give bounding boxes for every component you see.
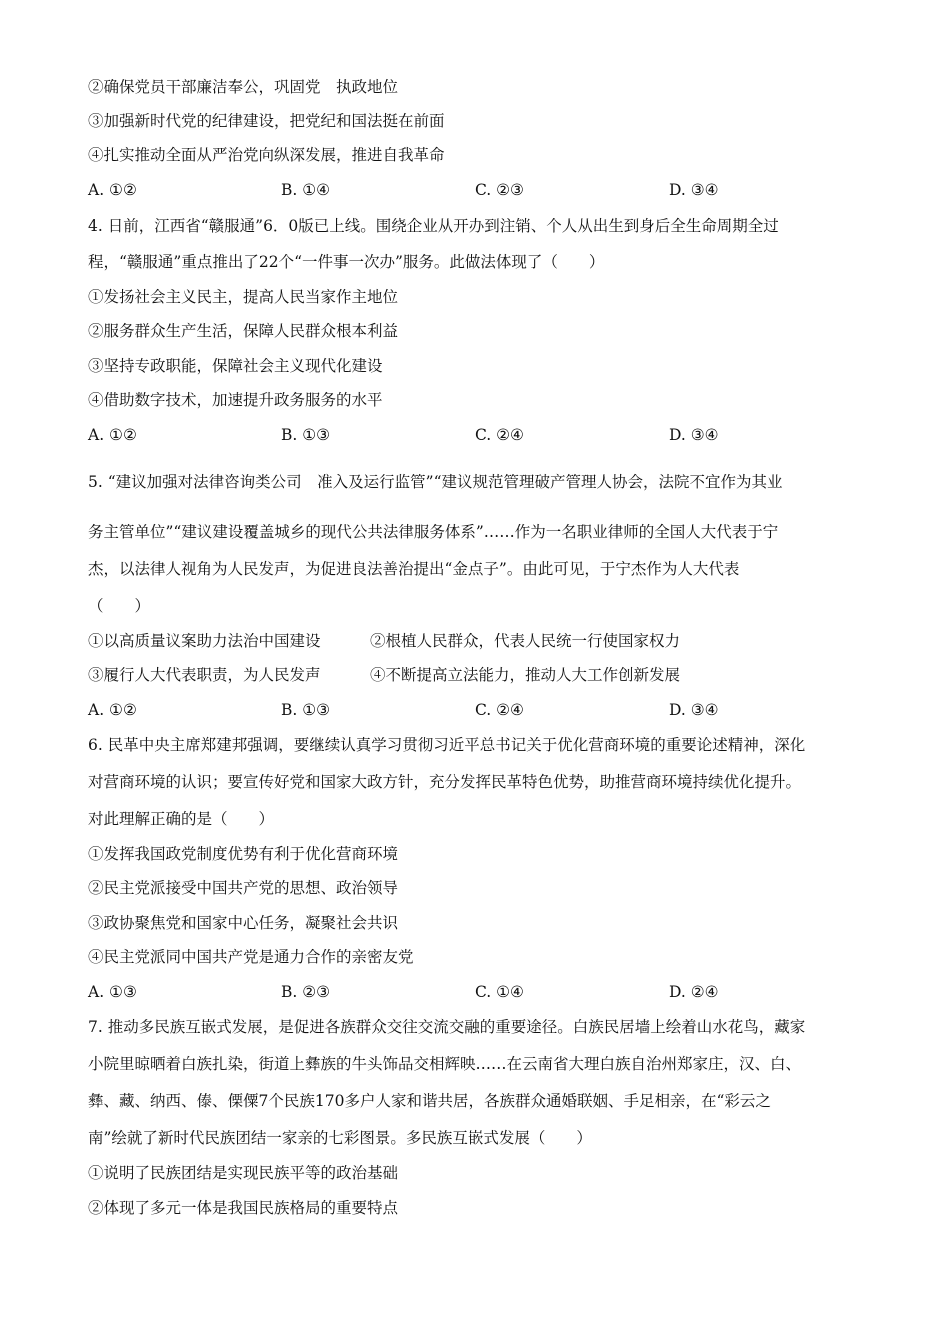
- q5-option-c: C. ②④: [475, 701, 524, 719]
- q6-option-a: A. ①③: [88, 983, 137, 1001]
- q4-option-c: C. ②④: [475, 426, 524, 444]
- q4-option-d: D. ③④: [669, 426, 719, 444]
- q7-stem-line-2: 小院里晾晒着白族扎染，街道上彝族的牛头饰品交相辉映……在云南省大理白族自治州郑家庄，汉、白、: [88, 1055, 802, 1073]
- q5-option-a: A. ①②: [88, 701, 137, 719]
- q3-options: [88, 180, 848, 200]
- q6-stem-line-1: 6. 民革中央主席郑建邦强调，要继续认真学习贯彻习近平总书记关于优化营商环境的重要论述精神，深化: [88, 736, 806, 754]
- q6-stem-line-2: 对营商环境的认识；要宣传好党和国家大政方针，充分发挥民革特色优势，助推营商环境持续优化提升。: [88, 773, 802, 791]
- q3-option-b: B. ①④: [281, 181, 331, 199]
- q6-item-2: ②民主党派接受中国共产党的思想、政治领导: [88, 879, 399, 897]
- q6-option-d: D. ②④: [669, 983, 719, 1001]
- q5-stem-line-3: 杰，以法律人视角为人民发声，为促进良法善治提出“金点子”。由此可见，于宁杰作为人大代表: [88, 560, 740, 578]
- q5-stem-line-1: 5. “建议加强对法律咨询类公司 准入及运行监管”“建议规范管理破产管理人协会，法院不宜作为其业: [88, 473, 783, 491]
- q4-options: [88, 425, 848, 445]
- q5-stem-line-2: 务主管单位”“建议建设覆盖城乡的现代公共法律服务体系”……作为一名职业律师的全国人大代表于宁: [88, 523, 779, 541]
- q7-item-1: ①说明了民族团结是实现民族平等的政治基础: [88, 1164, 399, 1182]
- q7-stem-line-3: 彝、藏、纳西、傣、傈僳7个民族170多户人家和谐共居，各族群众通婚联姻、手足相亲，在“彩云之: [88, 1092, 771, 1110]
- q3-item-2: ②确保党员干部廉洁奉公，巩固党 执政地位: [88, 78, 399, 96]
- q7-stem-line-1: 7. 推动多民族互嵌式发展，是促进各族群众交往交流交融的重要途径。白族民居墙上绘着山水花鸟，藏家: [88, 1018, 806, 1036]
- q3-item-3: ③加强新时代党的纪律建设，把党纪和国法挺在前面: [88, 112, 445, 130]
- q6-item-1: ①发挥我国政党制度优势有利于优化营商环境: [88, 845, 399, 863]
- q6-item-3: ③政协聚焦党和国家中心任务，凝聚社会共识: [88, 914, 399, 932]
- q5-item-3: ③履行人大代表职责，为人民发声: [88, 666, 321, 684]
- q4-stem-line-1: 4. 日前，江西省“赣服通”6．0版已上线。围绕企业从开办到注销、个人从出生到身后全生命周期全过: [88, 217, 779, 235]
- q5-option-b: B. ①③: [281, 701, 331, 719]
- q6-options: [88, 982, 848, 1002]
- q3-option-c: C. ②③: [475, 181, 524, 199]
- q3-option-a: A. ①②: [88, 181, 137, 199]
- q5-item-2: ②根植人民群众，代表人民统一行使国家权力: [370, 632, 681, 650]
- q6-item-4: ④民主党派同中国共产党是通力合作的亲密友党: [88, 948, 414, 966]
- q3-item-4: ④扎实推动全面从严治党向纵深发展，推进自我革命: [88, 146, 445, 164]
- q6-option-b: B. ②③: [281, 983, 331, 1001]
- q7-item-2: ②体现了多元一体是我国民族格局的重要特点: [88, 1199, 399, 1217]
- q3-option-d: D. ③④: [669, 181, 719, 199]
- q7-stem-line-4: 南”绘就了新时代民族团结一家亲的七彩图景。多民族互嵌式发展（ ）: [88, 1129, 592, 1147]
- q5-stem-line-4: （ ）: [88, 597, 151, 615]
- q5-options: [88, 700, 848, 720]
- q4-item-1: ①发扬社会主义民主，提高人民当家作主地位: [88, 288, 399, 306]
- q5-item-4: ④不断提高立法能力，推动人大工作创新发展: [370, 666, 681, 684]
- q4-option-b: B. ①③: [281, 426, 331, 444]
- q4-item-4: ④借助数字技术，加速提升政务服务的水平: [88, 391, 383, 409]
- q4-item-3: ③坚持专政职能，保障社会主义现代化建设: [88, 357, 383, 375]
- q4-item-2: ②服务群众生产生活，保障人民群众根本利益: [88, 322, 399, 340]
- q5-option-d: D. ③④: [669, 701, 719, 719]
- q5-item-1: ①以高质量议案助力法治中国建设: [88, 632, 321, 650]
- q4-stem-line-2: 程，“赣服通”重点推出了22个“一件事一次办”服务。此做法体现了（ ）: [88, 253, 605, 271]
- q4-option-a: A. ①②: [88, 426, 137, 444]
- q6-stem-line-3: 对此理解正确的是（ ）: [88, 810, 275, 828]
- q6-option-c: C. ①④: [475, 983, 524, 1001]
